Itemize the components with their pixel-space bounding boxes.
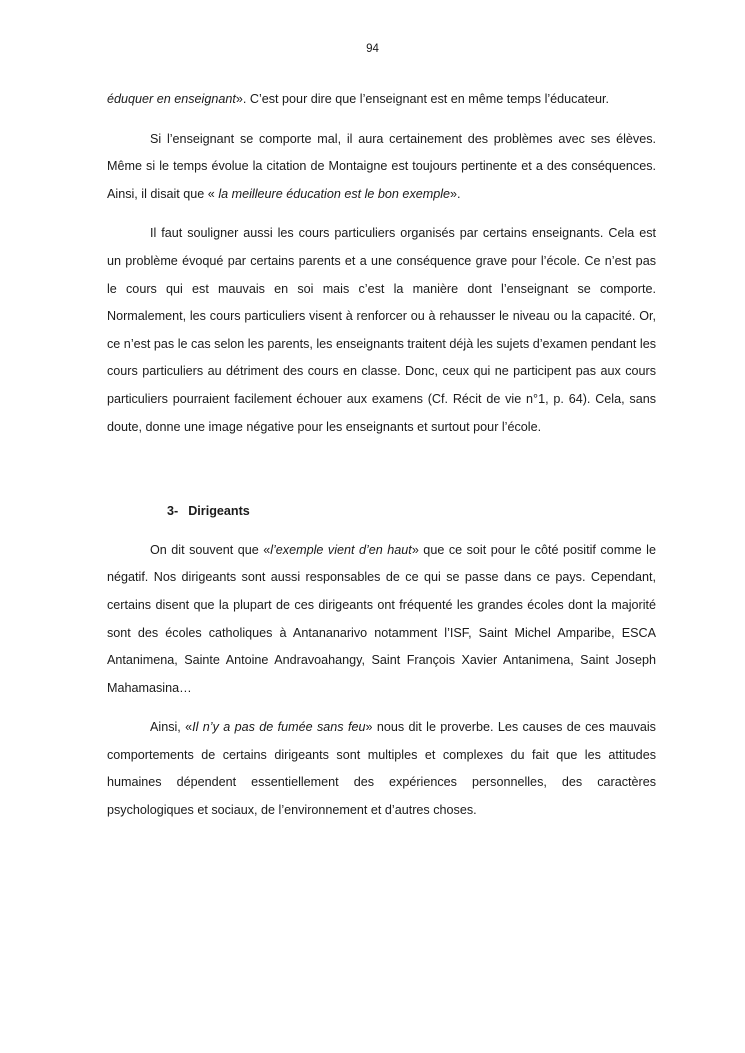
quote-italic: éduquer en enseignant [107,92,236,106]
quote-italic: Il n’y a pas de fumée sans feu [192,720,366,735]
paragraph-text: Ainsi, « [150,720,193,735]
quote-italic: la meilleure éducation est le bon exemple [218,186,451,201]
paragraph-text: Il faut souligner aussi les cours particuliers organisés par certains enseignants. Cela est un problème évoqué par certains parents et a une conséquence grave pour l’école. Ce n’est pas le cours qui est mauvais en soi mais c’est la manière dont l’enseignant se comporte. Normalement, les cours particuliers visent à renforcer ou à rehausser le niveau ou la capacité. Or, ce n’est pas le cas selon les parents, les enseignants traitent déjà les sujets d’examen pendant les cours particuliers au détriment des cours en classe. Donc, ceux qui ne participent pas aux cours particuliers pourraient facilement échouer aux examens (Cf. Récit de vie n°1, p. 64). Cela, sans doute, donne une image négative pour les enseignants et surtout pour l’école. [107,226,656,434]
paragraph-text: » nous dit le proverbe. Les causes de ces mauvais comportements de certains dirigeants sont multiples et complexes du fait que les attitudes humaines dépendent essentiellement des expériences personnelles, des caractères psychologiques et sociaux, de l’environnement et d’autres choses. [107,720,656,818]
quote-italic: l’exemple vient d’en haut [270,542,412,557]
document-body [107,86,656,837]
paragraph-text: » que ce soit pour le côté positif comme le négatif. Nos dirigeants sont aussi responsables de ce qui se passe dans ce pays. Cependant, certains disent que la plupart de ces dirigeants ont fréquenté les grandes écoles dont la majorité sont des écoles catholiques à Antananarivo notamment l’ISF, Saint Michel Amparibe, ESCA Antanimena, Sainte Antoine Andravoahangy, Saint François Xavier Antanimena, Saint Joseph Mahamasina… [107,542,656,695]
paragraph-1 [107,86,656,114]
paragraph-text: ». C’est pour dire que l’enseignant est en même temps l’éducateur. [235,92,609,106]
paragraph-text: Si l’enseignant se comporte mal, il aura certainement des problèmes avec ses élèves. Même si le temps évolue la citation de Montaigne est toujours pertinente et a des conséquences. Ainsi, il disait que « [107,131,656,201]
paragraph-3 [107,220,656,441]
paragraph-text: On dit souvent que « [150,542,271,557]
paragraph-5 [107,714,656,824]
section-number: 3- [167,504,179,519]
paragraph-text: ». [450,186,461,201]
section-heading [167,498,656,526]
section-title: Dirigeants [188,504,250,519]
paragraph-2 [107,126,656,209]
page-number: 94 [366,43,379,55]
paragraph-4 [107,537,656,703]
